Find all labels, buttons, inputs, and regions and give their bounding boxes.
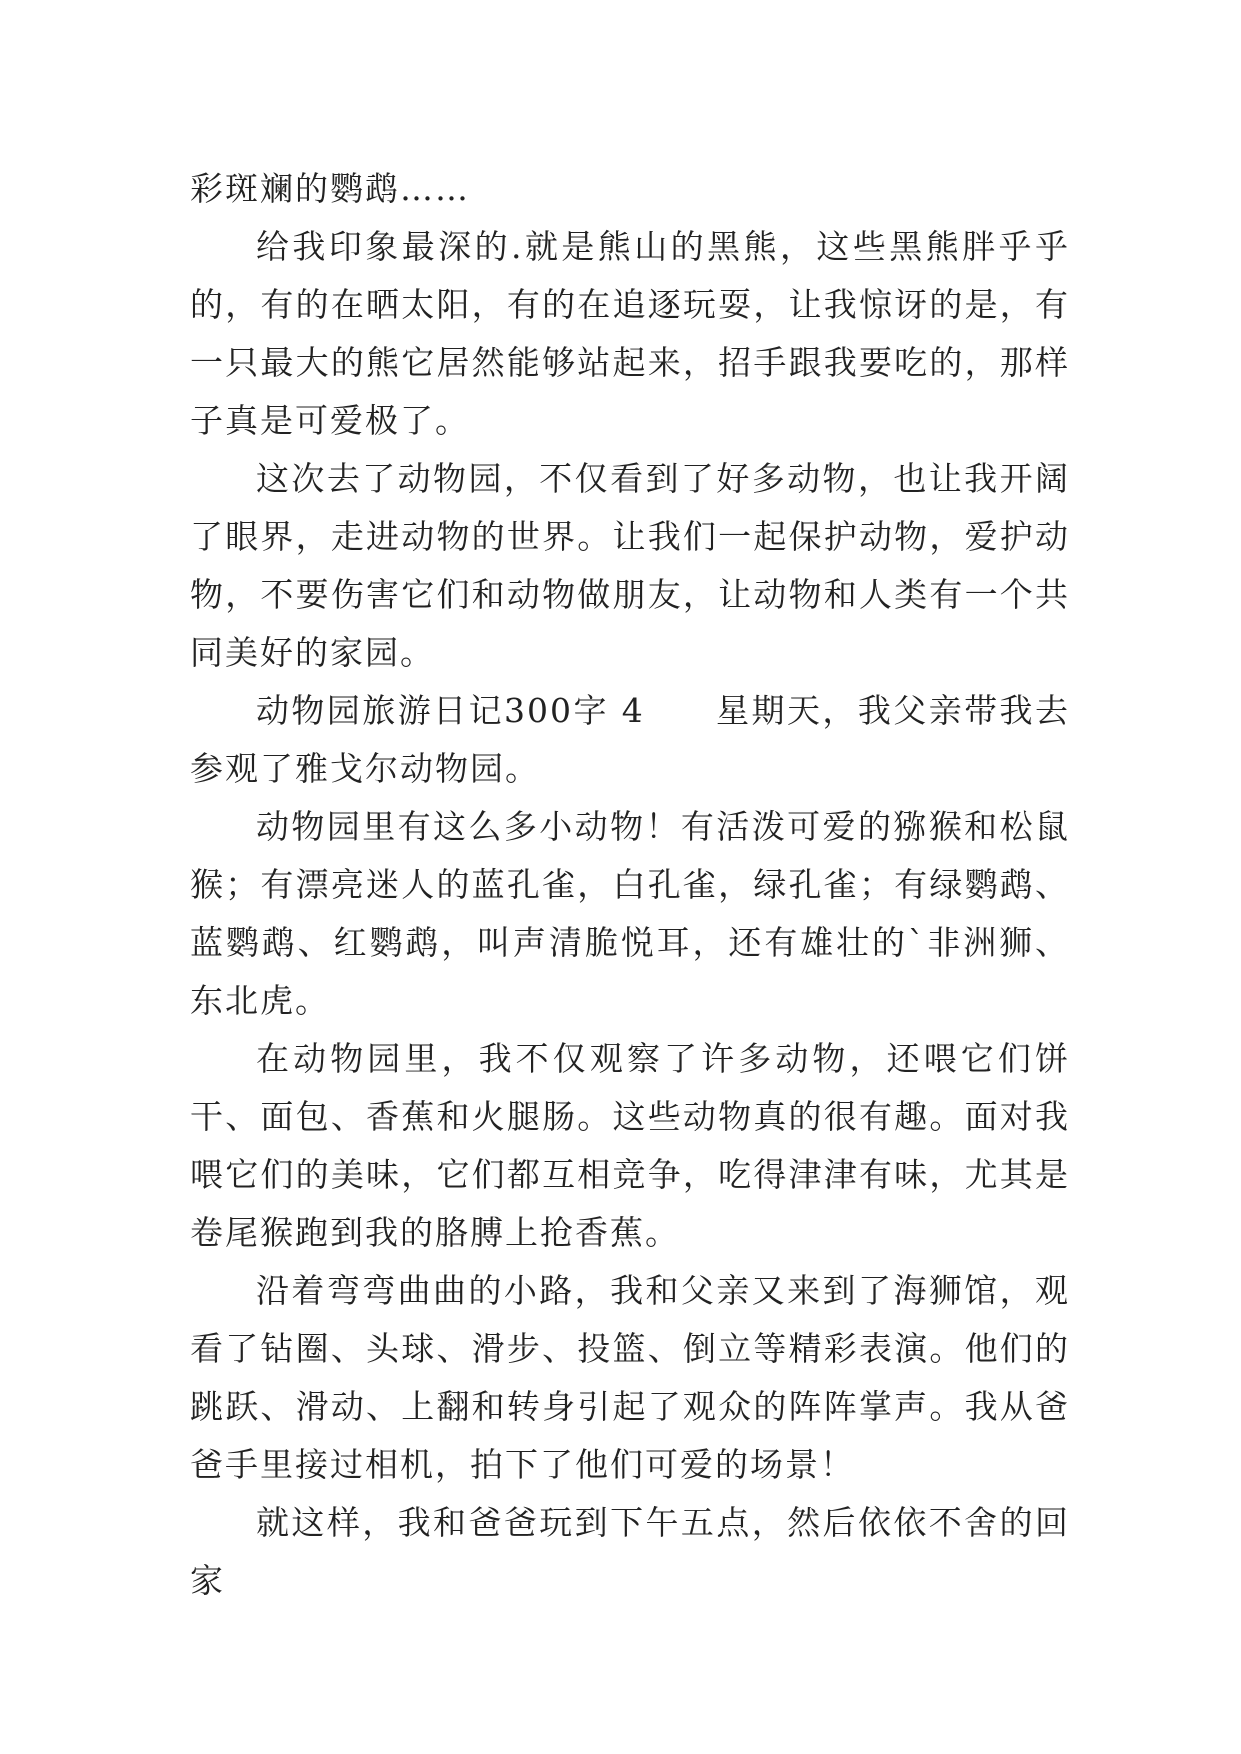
paragraph-6: 在动物园里，我不仅观察了许多动物，还喂它们饼干、面包、香蕉和火腿肠。这些动物真的很有趣。面对我喂它们的美味，它们都互相竞争，吃得津津有味，尤其是卷尾猴跑到我的胳膊上抢香蕉。 xyxy=(190,1039,1070,1252)
paragraph-7: 沿着弯弯曲曲的小路，我和父亲又来到了海狮馆，观看了钻圈、头球、滑步、投篮、倒立等精彩表演。他们的跳跃、滑动、上翻和转身引起了观众的阵阵掌声。我从爸爸手里接过相机，拍下了他们可爱的场景！ xyxy=(190,1271,1070,1484)
paragraph-1: 彩斑斓的鹦鹉…… xyxy=(190,169,470,208)
paragraph-2: 给我印象最深的.就是熊山的黑熊，这些黑熊胖乎乎的，有的在晒太阳，有的在追逐玩耍，让我惊讶的是，有一只最大的熊它居然能够站起来，招手跟我要吃的，那样子真是可爱极了。 xyxy=(190,227,1070,440)
paragraph-8: 就这样，我和爸爸玩到下午五点，然后依依不舍的回家 xyxy=(190,1503,1070,1600)
paragraph-5: 动物园里有这么多小动物！有活泼可爱的猕猴和松鼠猴；有漂亮迷人的蓝孔雀，白孔雀，绿孔雀；有绿鹦鹉、蓝鹦鹉、红鹦鹉，叫声清脆悦耳，还有雄壮的`非洲狮、东北虎。 xyxy=(190,807,1070,1020)
paragraph-3: 这次去了动物园，不仅看到了好多动物，也让我开阔了眼界，走进动物的世界。让我们一起保护动物，爱护动物，不要伤害它们和动物做朋友，让动物和人类有一个共同美好的家园。 xyxy=(190,459,1070,672)
document-body xyxy=(190,160,1070,1610)
paragraph-4-heading: 动物园旅游日记300字 4 星期天，我父亲带我去参观了雅戈尔动物园。 xyxy=(190,691,1070,788)
